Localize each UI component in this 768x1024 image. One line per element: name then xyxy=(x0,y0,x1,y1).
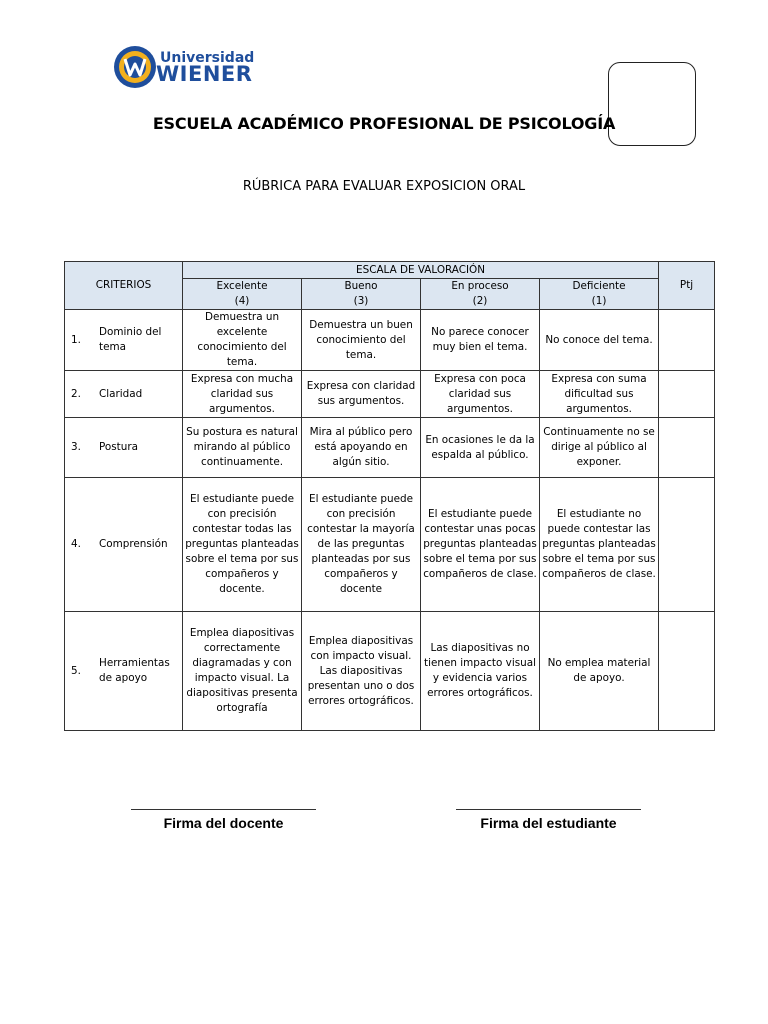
level-header: Deficiente (1) xyxy=(540,279,659,310)
criterion-cell xyxy=(65,612,183,731)
signature-label-estudiante: Firma del estudiante xyxy=(480,815,617,831)
university-logo xyxy=(110,40,280,100)
logo-text-universidad: Universidad xyxy=(160,50,255,66)
table-row xyxy=(65,418,715,478)
signature-label-docente: Firma del docente xyxy=(163,815,284,831)
score-cell xyxy=(659,612,715,731)
logo-text-wiener: WIENER xyxy=(156,62,253,86)
rubric-cell: Emplea diapositivas correctamente diagramadas y con impacto visual. La diapositivas presenta ortografía xyxy=(183,612,302,731)
school-title: ESCUELA ACADÉMICO PROFESIONAL DE PSICOLOGÍA xyxy=(152,114,616,133)
score-cell xyxy=(659,478,715,612)
rubric-cell: Emplea diapositivas con impacto visual. Las diapositivas presentan uno o dos errores ortográficos. xyxy=(302,612,421,731)
level-header: Excelente (4) xyxy=(183,279,302,310)
criterion-cell xyxy=(65,418,183,478)
signature-line-estudiante xyxy=(456,809,641,810)
ptj-header: Ptj xyxy=(659,262,715,310)
rubric-cell: El estudiante puede con precisión contestar todas las preguntas planteadas sobre el tema por sus compañeros y docente. xyxy=(183,478,302,612)
criterion-name: Claridad xyxy=(99,387,143,400)
criterion-name: Comprensión xyxy=(99,538,168,550)
level-header: Bueno (3) xyxy=(302,279,421,310)
criterion-name: Postura xyxy=(99,441,138,453)
table-row xyxy=(65,371,715,418)
criterion-name: Herramientas de apoyo xyxy=(99,657,170,684)
rubric-cell: Expresa con mucha claridad sus argumentos. xyxy=(183,371,302,418)
rubric-cell: Las diapositivas no tienen impacto visual y evidencia varios errores ortográficos. xyxy=(421,612,540,731)
score-cell xyxy=(659,371,715,418)
criterion-cell xyxy=(65,478,183,612)
rubric-cell: El estudiante puede con precisión contestar la mayoría de las preguntas planteadas por sus compañeros y docente xyxy=(302,478,421,612)
criterion-cell xyxy=(65,310,183,371)
rubric-cell: En ocasiones le da la espalda al público. xyxy=(421,418,540,478)
rubric-cell: El estudiante puede contestar unas pocas preguntas planteadas sobre el tema por sus compañeros de clase. xyxy=(421,478,540,612)
criterios-header: CRITERIOS xyxy=(65,262,183,310)
criterion-cell xyxy=(65,371,183,418)
logo-emblem-icon xyxy=(112,44,158,90)
rubric-cell: Expresa con poca claridad sus argumentos. xyxy=(421,371,540,418)
score-cell xyxy=(659,418,715,478)
criterion-number: 1. xyxy=(71,333,81,346)
table-row xyxy=(65,478,715,612)
rubric-table xyxy=(64,261,715,731)
grade-box xyxy=(608,62,696,146)
rubric-title: RÚBRICA PARA EVALUAR EXPOSICION ORAL xyxy=(242,179,526,194)
score-cell xyxy=(659,310,715,371)
criterion-name: Dominio del tema xyxy=(99,326,162,353)
rubric-cell: Expresa con claridad sus argumentos. xyxy=(302,371,421,418)
rubric-cell: No parece conocer muy bien el tema. xyxy=(421,310,540,371)
level-header: En proceso (2) xyxy=(421,279,540,310)
criterion-number: 3. xyxy=(71,441,81,453)
rubric-cell: Demuestra un excelente conocimiento del tema. xyxy=(183,310,302,371)
scale-header: ESCALA DE VALORACIÓN xyxy=(183,262,659,279)
rubric-cell: Demuestra un buen conocimiento del tema. xyxy=(302,310,421,371)
table-row xyxy=(65,612,715,731)
rubric-cell: Mira al público pero está apoyando en algún sitio. xyxy=(302,418,421,478)
rubric-cell: No emplea material de apoyo. xyxy=(540,612,659,731)
rubric-cell: Expresa con suma dificultad sus argumentos. xyxy=(540,371,659,418)
rubric-cell: No conoce del tema. xyxy=(540,310,659,371)
rubric-cell: Su postura es natural mirando al público continuamente. xyxy=(183,418,302,478)
criterion-number: 2. xyxy=(71,387,81,400)
signature-line-docente xyxy=(131,809,316,810)
rubric-cell: El estudiante no puede contestar las preguntas planteadas sobre el tema por sus compañeros de clase. xyxy=(540,478,659,612)
criterion-number: 4. xyxy=(71,538,81,550)
criterion-number: 5. xyxy=(71,664,81,677)
rubric-cell: Continuamente no se dirige al público al exponer. xyxy=(540,418,659,478)
table-row xyxy=(65,310,715,371)
